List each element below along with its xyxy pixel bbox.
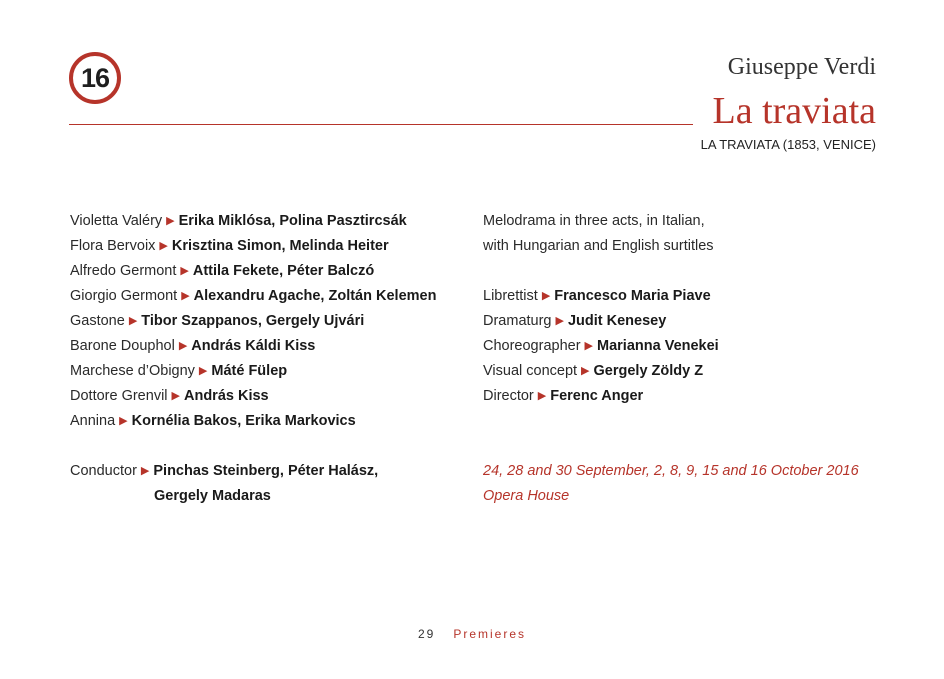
role-label: Annina (70, 413, 116, 429)
performance-venue: Opera House (483, 488, 570, 504)
conductor-item-continued (70, 484, 470, 509)
credit-names: Francesco Maria Piave (554, 288, 711, 304)
section-name: Premieres (453, 627, 527, 641)
performer-names: Gergely Madaras (154, 488, 271, 504)
credit-names: Marianna Venekei (597, 338, 719, 354)
opera-title: La traviata (712, 90, 876, 132)
production-column (483, 209, 883, 509)
cast-item (70, 309, 470, 334)
role-label: Visual concept (483, 363, 578, 379)
badge-number: 16 (69, 52, 121, 104)
cast-column (70, 209, 470, 509)
description-line: Melodrama in three acts, in Italian, (483, 213, 705, 229)
role-label: Choreographer (483, 338, 581, 354)
role-label: Flora Bervoix (70, 238, 156, 254)
performer-names: Máté Fülep (211, 363, 288, 379)
arrow-icon: ▶ (581, 365, 590, 377)
opera-subtitle: LA TRAVIATA (1853, VENICE) (700, 137, 876, 152)
arrow-icon: ▶ (198, 365, 208, 377)
role-label: Barone Douphol (70, 338, 175, 354)
performer-names: Kornélia Bakos, Erika Markovics (131, 413, 356, 429)
arrow-icon: ▶ (180, 265, 189, 277)
credit-item (483, 384, 883, 409)
description-line: with Hungarian and English surtitles (483, 238, 714, 254)
cast-item (70, 334, 470, 359)
cast-item (70, 359, 470, 384)
role-label: Giorgio Germont (70, 288, 178, 304)
arrow-icon: ▶ (171, 390, 180, 402)
role-label: Dramaturg (483, 313, 552, 329)
performer-names: András Káldi Kiss (191, 338, 316, 354)
performer-names: Krisztina Simon, Melinda Heiter (171, 238, 389, 254)
performance-dates: 24, 28 and 30 September, 2, 8, 9, 15 and 16 October 2016 (483, 463, 859, 479)
role-label: Director (483, 388, 534, 404)
page-footer (0, 627, 944, 641)
arrow-icon: ▶ (555, 315, 564, 327)
arrow-icon: ▶ (584, 340, 594, 352)
performer-names: Pinchas Steinberg, Péter Halász, (153, 463, 379, 479)
composer-name: Giuseppe Verdi (727, 54, 876, 80)
role-label: Marchese d’Obigny (70, 363, 195, 379)
credit-names: Judit Kenesey (567, 313, 667, 329)
conductor-item (70, 459, 470, 484)
cast-item (70, 384, 470, 409)
credit-item (483, 284, 883, 309)
role-label: Alfredo Germont (70, 263, 177, 279)
cast-item (70, 409, 470, 434)
credit-item (483, 334, 883, 359)
performer-names: Erika Miklósa, Polina Pasztircsák (178, 213, 407, 229)
cast-item (70, 284, 470, 309)
role-label: Dottore Grenvil (70, 388, 168, 404)
role-label: Conductor (70, 463, 137, 479)
header-rule (69, 124, 693, 125)
cast-item (70, 259, 470, 284)
performer-names: Attila Fekete, Péter Balczó (192, 263, 375, 279)
credit-item (483, 309, 883, 334)
arrow-icon: ▶ (537, 390, 547, 402)
cast-item (70, 234, 470, 259)
arrow-icon: ▶ (181, 290, 190, 302)
role-label: Librettist (483, 288, 538, 304)
credit-item (483, 359, 883, 384)
arrow-icon: ▶ (541, 290, 551, 302)
cast-item (70, 209, 470, 234)
performer-names: András Kiss (183, 388, 269, 404)
arrow-icon: ▶ (128, 315, 138, 327)
arrow-icon: ▶ (178, 340, 188, 352)
performer-names: Alexandru Agache, Zoltán Kelemen (193, 288, 437, 304)
credit-names: Ferenc Anger (550, 388, 644, 404)
arrow-icon: ▶ (140, 465, 150, 477)
arrow-icon: ▶ (159, 240, 168, 252)
page-number: 29 (417, 627, 436, 641)
performer-names: Tibor Szappanos, Gergely Ujvári (141, 313, 365, 329)
role-label: Violetta Valéry (70, 213, 163, 229)
credit-names: Gergely Zöldy Z (593, 363, 704, 379)
arrow-icon: ▶ (119, 415, 128, 427)
role-label: Gastone (70, 313, 125, 329)
arrow-icon: ▶ (166, 215, 175, 227)
